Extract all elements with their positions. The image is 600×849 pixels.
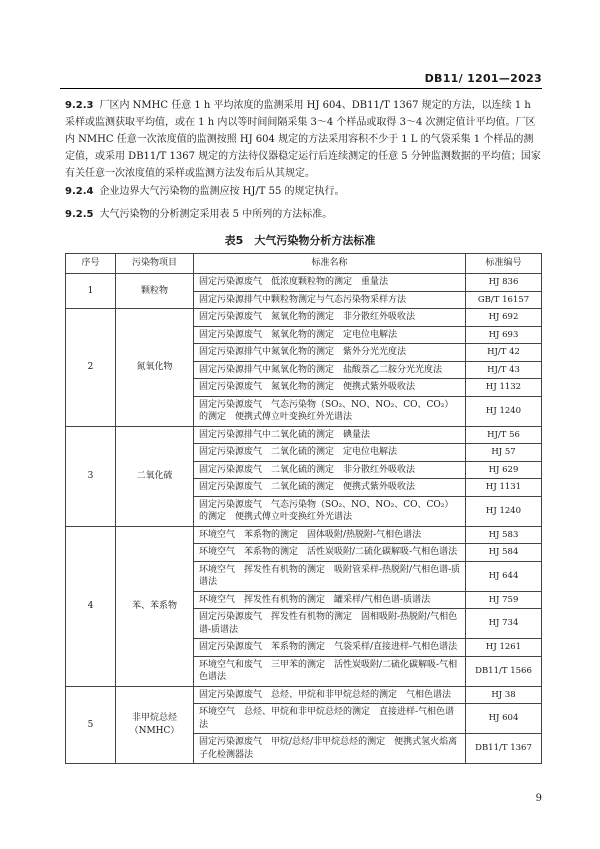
cell-standard-code: HJ 836: [466, 274, 542, 292]
cell-seq: 2: [66, 309, 116, 427]
clause-number: 9.2.4: [65, 186, 94, 197]
cell-standard-code: HJ 1240: [466, 496, 542, 526]
clause-9-2-3: [65, 97, 542, 182]
cell-standard-code: HJ 1131: [466, 479, 542, 497]
cell-pollutant: 氮氧化物: [116, 309, 194, 427]
cell-standard-name: 固定污染源废气 氮氧化物的测定 非分散红外吸收法: [194, 309, 466, 327]
cell-standard-name: 环境空气 总烃、甲烷和非甲烷总烃的测定 直接进样-气相色谱法: [194, 704, 466, 734]
cell-standard-name: 环境空气和废气 三甲苯的测定 活性炭吸附/二硫化碳解吸-气相色谱法: [194, 656, 466, 686]
page-number: 9: [535, 793, 542, 804]
cell-standard-name: 固定污染源废气 二氧化硫的测定 非分散红外吸收法: [194, 461, 466, 479]
cell-standard-code: HJ 759: [466, 591, 542, 609]
table-header-row: [66, 254, 542, 274]
cell-standard-code: HJ 583: [466, 526, 542, 544]
cell-standard-code: HJ 629: [466, 461, 542, 479]
cell-standard-code: HJ 1132: [466, 379, 542, 397]
clause-9-2-4: [65, 183, 542, 200]
cell-standard-name: 固定污染源废气 二氧化硫的测定 定电位电解法: [194, 444, 466, 462]
cell-standard-code: HJ 1261: [466, 639, 542, 657]
cell-pollutant: 颗粒物: [116, 274, 194, 309]
cell-standard-name: 环境空气 苯系物的测定 活性炭吸附/二硫化碳解吸-气相色谱法: [194, 544, 466, 562]
clause-text: 厂区内 NMHC 任意 1 h 平均浓度的监测采用 HJ 604、DB11/T 1367 规定的方法，以连续 1 h 采样或监测获取平均值，或在 1 h 内以等时间间隔采集 3～4 个样品或取得 3～4 次测定值计平均值。厂区内 NMHC 任意一次浓度值的监测按照 HJ 604 规定的方法采用容积不少于 1 L 的气袋采集 1 个样品的测定值，或采用 DB11/T 1367 规定的方法待仪器稳定运行后连续测定的任意 5 分钟监测数据的平均值；国家有关任意一次浓度值的采样或监测方法发布后从其规定。: [65, 100, 541, 179]
cell-standard-code: HJ 692: [466, 309, 542, 327]
cell-standard-code: HJ 734: [466, 609, 542, 639]
clause-number: 9.2.3: [65, 100, 94, 111]
cell-standard-name: 固定污染源排气中二氧化硫的测定 碘量法: [194, 426, 466, 444]
cell-standard-name: 固定污染源废气 挥发性有机物的测定 固相吸附-热脱附/气相色谱-质谱法: [194, 609, 466, 639]
cell-pollutant: 二氧化硫: [116, 426, 194, 526]
standard-code-header: DB11/ 1201—2023: [424, 72, 542, 85]
cell-standard-code: HJ 693: [466, 326, 542, 344]
cell-standard-code: HJ 644: [466, 561, 542, 591]
cell-standard-name: 固定污染源废气 总烃、甲烷和非甲烷总烃的测定 气相色谱法: [194, 686, 466, 704]
cell-standard-name: 固定污染源排气中氮氧化物的测定 紫外分光光度法: [194, 344, 466, 362]
cell-standard-name: 固定污染源废气 甲烷/总烃/非甲烷总烃的测定 便携式氢火焰离子化检测器法: [194, 734, 466, 764]
cell-standard-code: HJ 1240: [466, 396, 542, 426]
header-seq: 序号: [66, 254, 116, 274]
cell-standard-name: 固定污染源废气 氮氧化物的测定 定电位电解法: [194, 326, 466, 344]
cell-standard-code: DB11/T 1566: [466, 656, 542, 686]
table-caption: 表5 大气污染物分析方法标准: [224, 234, 376, 247]
cell-seq: 1: [66, 274, 116, 309]
cell-standard-code: GB/T 16157: [466, 291, 542, 309]
header-divider: [60, 88, 542, 89]
cell-pollutant: 非甲烷总烃（NMHC）: [116, 686, 194, 764]
cell-standard-name: 环境空气 挥发性有机物的测定 罐采样/气相色谱-质谱法: [194, 591, 466, 609]
header-standard-name: 标准名称: [194, 254, 466, 274]
cell-pollutant: 苯、苯系物: [116, 526, 194, 686]
table-row: [66, 426, 542, 444]
cell-standard-name: 固定污染源废气 氮氧化物的测定 便携式紫外吸收法: [194, 379, 466, 397]
cell-standard-name: 固定污染源废气 苯系物的测定 气袋采样/直接进样-气相色谱法: [194, 639, 466, 657]
table-body: [66, 274, 542, 764]
header-standard-code: 标准编号: [466, 254, 542, 274]
cell-standard-name: 固定污染源排气中颗粒物测定与气态污染物采样方法: [194, 291, 466, 309]
clause-text: 企业边界大气污染物的监测应按 HJ/T 55 的规定执行。: [99, 186, 345, 197]
analysis-methods-table: [65, 253, 542, 764]
cell-standard-code: HJ 604: [466, 704, 542, 734]
cell-standard-code: HJ 57: [466, 444, 542, 462]
clause-text: 大气污染物的分析测定采用表 5 中所列的方法标准。: [99, 209, 333, 220]
cell-standard-code: HJ/T 42: [466, 344, 542, 362]
cell-seq: 5: [66, 686, 116, 764]
cell-seq: 3: [66, 426, 116, 526]
cell-standard-name: 环境空气 苯系物的测定 固体吸附/热脱附-气相色谱法: [194, 526, 466, 544]
cell-standard-name: 固定污染源废气 低浓度颗粒物的测定 重量法: [194, 274, 466, 292]
header-pollutant: 污染物项目: [116, 254, 194, 274]
table-row: [66, 526, 542, 544]
cell-standard-name: 固定污染源排气中氮氧化物的测定 盐酸萘乙二胺分光光度法: [194, 361, 466, 379]
cell-standard-name: 环境空气 挥发性有机物的测定 吸附管采样-热脱附/气相色谱-质谱法: [194, 561, 466, 591]
clause-number: 9.2.5: [65, 209, 94, 220]
table-row: [66, 686, 542, 704]
clause-9-2-5: [65, 206, 542, 223]
cell-standard-code: HJ/T 43: [466, 361, 542, 379]
cell-standard-name: 固定污染源废气 二氧化硫的测定 便携式紫外吸收法: [194, 479, 466, 497]
cell-standard-code: HJ/T 56: [466, 426, 542, 444]
table-row: [66, 274, 542, 292]
cell-standard-name: 固定污染源废气 气态污染物（SO₂、NO、NO₂、CO、CO₂）的测定 便携式傅立叶变换红外光谱法: [194, 496, 466, 526]
cell-standard-code: DB11/T 1367: [466, 734, 542, 764]
table-row: [66, 309, 542, 327]
cell-seq: 4: [66, 526, 116, 686]
cell-standard-name: 固定污染源废气 气态污染物（SO₂、NO、NO₂、CO、CO₂）的测定 便携式傅立叶变换红外光谱法: [194, 396, 466, 426]
cell-standard-code: HJ 584: [466, 544, 542, 562]
cell-standard-code: HJ 38: [466, 686, 542, 704]
